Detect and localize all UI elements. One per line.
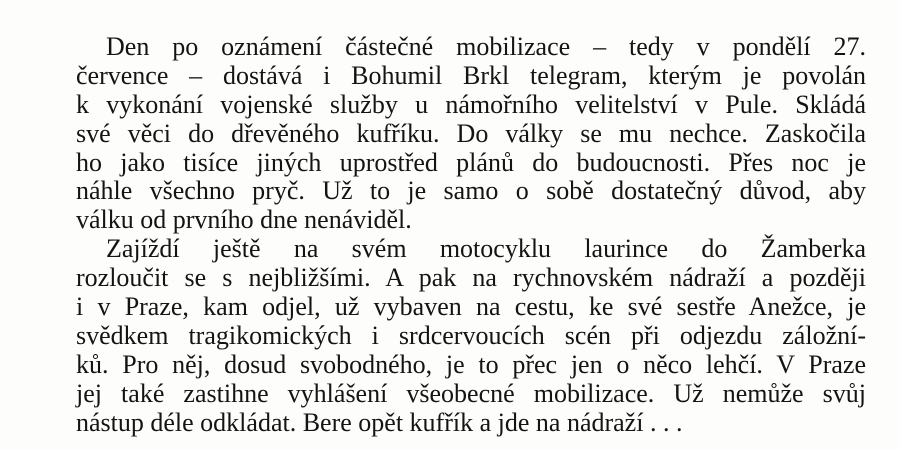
text-line: i v Praze, kam odjel, už vybaven na cestu, ke své sestře Anežce, je: [76, 292, 866, 322]
body-text: [76, 33, 866, 437]
text-line: července – dostává i Bohumil Brkl telegram, kterým je povolán: [76, 60, 866, 90]
paragraph-1: [76, 33, 866, 235]
text-line: nástup déle odkládat. Bere opět kufřík a jde na nádraží . . .: [76, 407, 683, 437]
paragraph-2: [76, 235, 866, 437]
text-line: Den po oznámení částečné mobilizace – tedy v pondělí 27.: [106, 32, 866, 61]
text-line: válku od prvního dne nenáviděl.: [76, 205, 412, 235]
text-line: své věci do dřevěného kufříku. Do války se mu nechce. Zaskočila: [76, 118, 866, 148]
text-line: ků. Pro něj, dosud svobodného, je to přec jen o něco lehčí. V Praze: [76, 349, 866, 379]
text-line: rozloučit se s nejbližšími. A pak na rychnovském nádraží a později: [76, 263, 866, 293]
text-line: jej také zastihne vyhlášení všeobecné mobilizace. Už nemůže svůj: [76, 378, 866, 408]
text-line: k vykonání vojenské služby u námořního velitelství v Pule. Skládá: [76, 89, 866, 119]
text-line: svědkem tragikomických i srdcervoucích scén při odjezdu záložní-: [76, 320, 866, 350]
text-line: ho jako tisíce jiných uprostřed plánů do budoucnosti. Přes noc je: [76, 147, 866, 177]
text-line: náhle všechno pryč. Už to je samo o sobě dostatečný důvod, aby: [76, 176, 866, 206]
text-line: Zajíždí ještě na svém motocyklu laurince do Žamberka: [106, 234, 866, 264]
